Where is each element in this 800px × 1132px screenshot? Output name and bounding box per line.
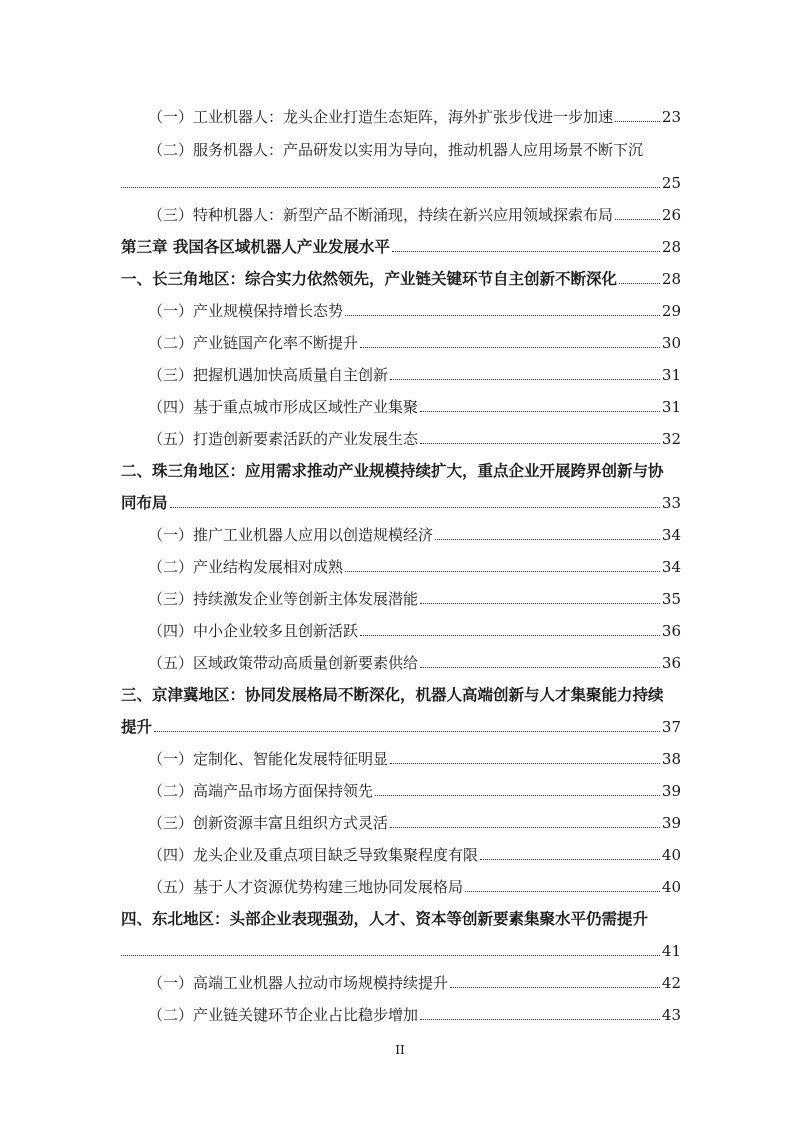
toc-entry-page: 36 bbox=[661, 622, 681, 640]
toc-entry-title: 提升 bbox=[121, 718, 153, 736]
toc-entry-page: 40 bbox=[661, 878, 681, 896]
toc-entry-title: （二）产业链国产化率不断提升 bbox=[148, 334, 359, 352]
toc-entry-page: 40 bbox=[661, 846, 681, 864]
toc-entry[interactable] bbox=[148, 612, 681, 642]
toc-entry-title: （一）推广工业机器人应用以创造规模经济 bbox=[148, 526, 434, 544]
toc-entry[interactable] bbox=[148, 516, 681, 546]
toc-entry-title: 四、东北地区：头部企业表现强劲，人才、资本等创新要素集聚水平仍需提升 bbox=[121, 910, 649, 928]
toc-entry[interactable] bbox=[148, 996, 681, 1026]
toc-entry-title: （三）创新资源丰富且组织方式灵活 bbox=[148, 814, 389, 832]
toc-entry[interactable] bbox=[148, 644, 681, 674]
toc-leader-dots bbox=[420, 410, 660, 412]
toc-leader-dots bbox=[619, 282, 660, 284]
toc-leader-dots bbox=[420, 1018, 660, 1020]
toc-entry-title: （四）龙头企业及重点项目缺乏导致集聚程度有限 bbox=[148, 846, 479, 864]
toc-leader-dots bbox=[121, 186, 660, 188]
toc-leader-dots bbox=[480, 858, 660, 860]
toc-entry-page: 28 bbox=[661, 270, 681, 288]
toc-entry-page: 31 bbox=[661, 366, 681, 384]
toc-entry[interactable] bbox=[148, 868, 681, 898]
toc-entry-page: 30 bbox=[661, 334, 681, 352]
toc-entry[interactable] bbox=[148, 131, 681, 161]
toc-entry[interactable] bbox=[148, 836, 681, 866]
toc-entry-continuation[interactable] bbox=[121, 708, 681, 738]
toc-leader-dots bbox=[420, 602, 660, 604]
toc-entry[interactable] bbox=[148, 548, 681, 578]
toc-entry-continuation[interactable] bbox=[121, 164, 681, 194]
toc-entry-title: （一）定制化、智能化发展特征明显 bbox=[148, 750, 389, 768]
toc-leader-dots bbox=[465, 890, 660, 892]
toc-entry-title: 三、京津冀地区：协同发展格局不断深化，机器人高端创新与人才集聚能力持续 bbox=[121, 686, 664, 704]
toc-section-entry[interactable] bbox=[121, 260, 681, 290]
toc-leader-dots bbox=[360, 634, 660, 636]
toc-entry-title: 一、长三角地区：综合实力依然领先，产业链关键环节自主创新不断深化 bbox=[121, 270, 618, 288]
toc-entry-page: 29 bbox=[661, 302, 681, 320]
toc-leader-dots bbox=[345, 314, 660, 316]
toc-entry[interactable] bbox=[148, 388, 681, 418]
toc-entry-page: 25 bbox=[661, 174, 681, 192]
toc-leader-dots bbox=[390, 762, 660, 764]
toc-section-entry[interactable] bbox=[121, 676, 681, 706]
toc-entry-title: （五）基于人才资源优势构建三地协同发展格局 bbox=[148, 878, 464, 896]
toc-chapter-entry[interactable] bbox=[121, 228, 681, 258]
toc-entry-continuation[interactable] bbox=[121, 484, 681, 514]
toc-entry-page: 34 bbox=[661, 558, 681, 576]
toc-entry-title: （四）基于重点城市形成区域性产业集聚 bbox=[148, 398, 419, 416]
toc-section-entry[interactable] bbox=[121, 452, 681, 482]
toc-entry-page: 43 bbox=[661, 1006, 681, 1024]
toc-entry[interactable] bbox=[148, 98, 681, 128]
toc-entry-page: 38 bbox=[661, 750, 681, 768]
toc-entry[interactable] bbox=[148, 804, 681, 834]
toc-entry-title: （三）特种机器人：新型产品不断涌现，持续在新兴应用领域探索布局 bbox=[148, 206, 614, 224]
toc-entry-continuation[interactable] bbox=[121, 932, 681, 962]
toc-entry-page: 23 bbox=[661, 108, 681, 126]
toc-entry[interactable] bbox=[148, 292, 681, 322]
toc-leader-dots bbox=[615, 120, 660, 122]
toc-leader-dots bbox=[170, 506, 660, 508]
toc-leader-dots bbox=[435, 538, 660, 540]
toc-leader-dots bbox=[121, 954, 660, 956]
toc-entry[interactable] bbox=[148, 420, 681, 450]
toc-entry-title: （五）区域政策带动高质量创新要素供给 bbox=[148, 654, 419, 672]
toc-entry-page: 33 bbox=[661, 494, 681, 512]
toc-leader-dots bbox=[375, 794, 660, 796]
toc-entry-title: 同布局 bbox=[121, 494, 168, 512]
toc-entry-title: （二）高端产品市场方面保持领先 bbox=[148, 782, 374, 800]
toc-entry-page: 39 bbox=[661, 814, 681, 832]
toc-entry-page: 36 bbox=[661, 654, 681, 672]
toc-entry-page: 34 bbox=[661, 526, 681, 544]
toc-entry[interactable] bbox=[148, 324, 681, 354]
toc-entry-page: 39 bbox=[661, 782, 681, 800]
toc-entry-title: （五）打造创新要素活跃的产业发展生态 bbox=[148, 430, 419, 448]
toc-entry[interactable] bbox=[148, 772, 681, 802]
toc-leader-dots bbox=[450, 986, 660, 988]
toc-entry-title: （二）服务机器人：产品研发以实用为导向，推动机器人应用场景不断下沉 bbox=[148, 141, 644, 159]
toc-entry-page: 28 bbox=[661, 238, 681, 256]
toc-entry-title: （二）产业链关键环节企业占比稳步增加 bbox=[148, 1006, 419, 1024]
toc-entry-title: （一）高端工业机器人拉动市场规模持续提升 bbox=[148, 974, 449, 992]
toc-entry-page: 26 bbox=[661, 206, 681, 224]
toc-section-entry[interactable] bbox=[121, 900, 681, 930]
toc-entry-page: 35 bbox=[661, 590, 681, 608]
toc-entry-title: 第三章 我国各区域机器人产业发展水平 bbox=[121, 238, 390, 256]
toc-leader-dots bbox=[154, 730, 660, 732]
toc-leader-dots bbox=[360, 346, 660, 348]
toc-entry[interactable] bbox=[148, 196, 681, 226]
toc-entry-title: （三）持续激发企业等创新主体发展潜能 bbox=[148, 590, 419, 608]
toc-entry[interactable] bbox=[148, 964, 681, 994]
toc-entry-page: 42 bbox=[661, 974, 681, 992]
toc-entry-title: （一）工业机器人：龙头企业打造生态矩阵，海外扩张步伐进一步加速 bbox=[148, 108, 614, 126]
toc-entry-title: （四）中小企业较多且创新活跃 bbox=[148, 622, 359, 640]
page-number: II bbox=[395, 1043, 405, 1057]
toc-entry[interactable] bbox=[148, 580, 681, 610]
toc-entry-title: （二）产业结构发展相对成熟 bbox=[148, 558, 344, 576]
toc-leader-dots bbox=[420, 442, 660, 444]
toc-entry-title: 二、珠三角地区：应用需求推动产业规模持续扩大，重点企业开展跨界创新与协 bbox=[121, 462, 664, 480]
toc-entry-page: 41 bbox=[661, 942, 681, 960]
toc-leader-dots bbox=[615, 218, 660, 220]
toc-entry-title: （一）产业规模保持增长态势 bbox=[148, 302, 344, 320]
toc-leader-dots bbox=[420, 666, 660, 668]
toc-leader-dots bbox=[390, 378, 660, 380]
toc-entry-page: 37 bbox=[661, 718, 681, 736]
toc-entry[interactable] bbox=[148, 356, 681, 386]
toc-entry-page: 32 bbox=[661, 430, 681, 448]
toc-entry[interactable] bbox=[148, 740, 681, 770]
toc-entry-page: 31 bbox=[661, 398, 681, 416]
toc-leader-dots bbox=[345, 570, 660, 572]
toc-leader-dots bbox=[392, 250, 660, 252]
toc-leader-dots bbox=[390, 826, 660, 828]
toc-entry-title: （三）把握机遇加快高质量自主创新 bbox=[148, 366, 389, 384]
